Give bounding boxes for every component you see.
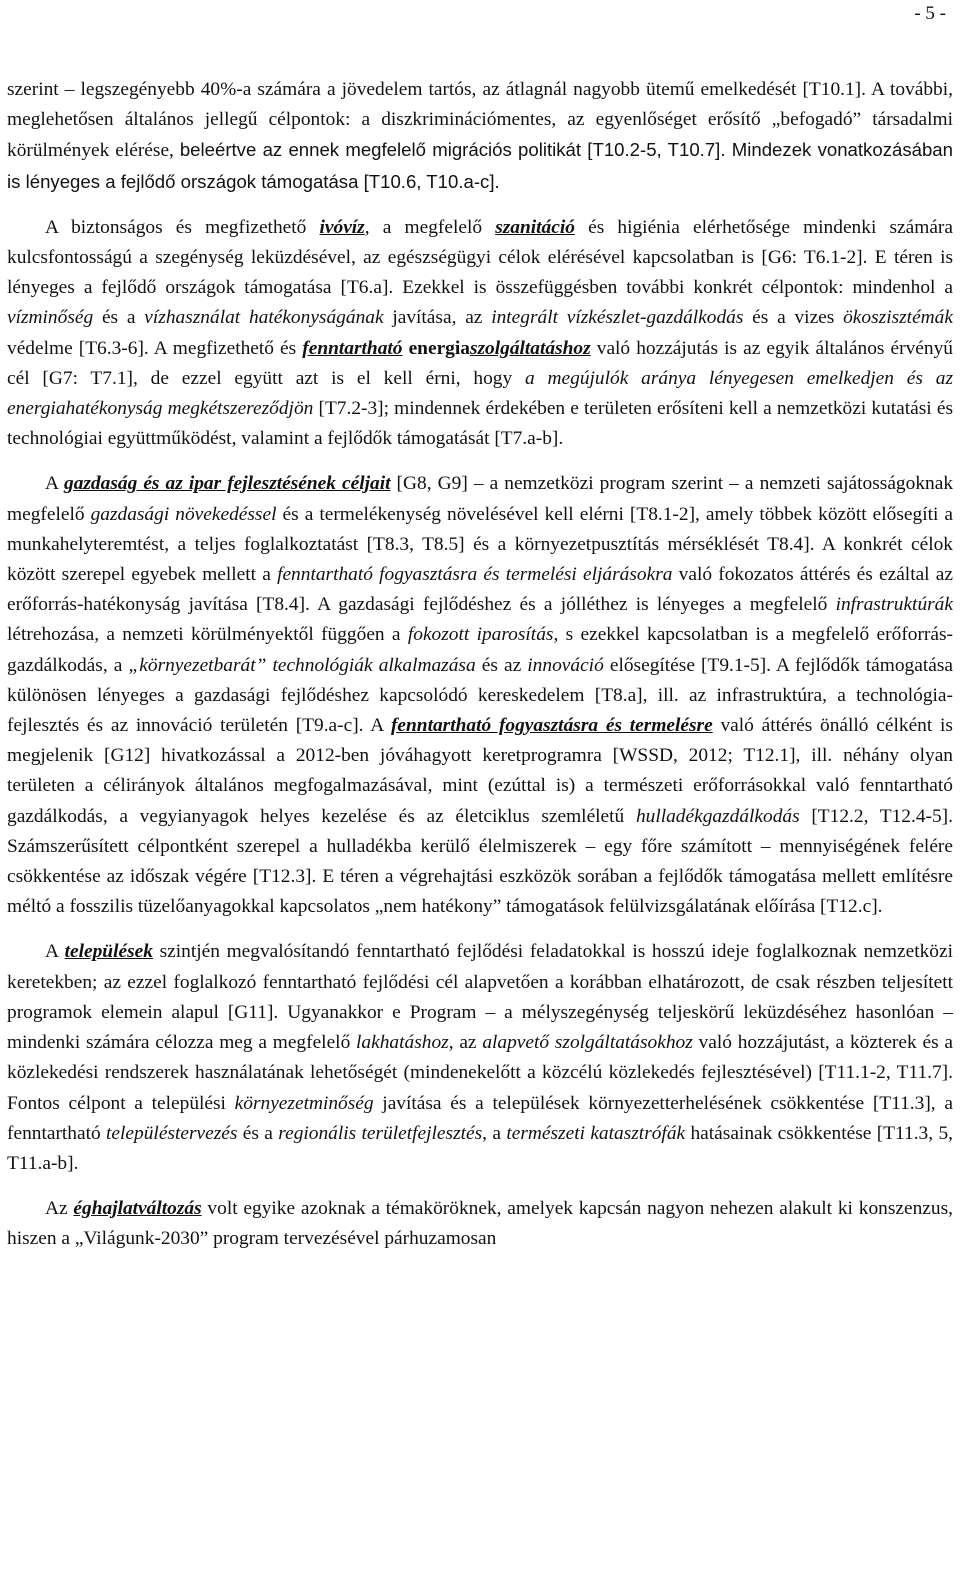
text-run: [T12.2, T12.4-5]. Számszerűsített célpontként szerepel a hulladékba kerülő élelmiszerek – egy főre számított – mennyiségének felére csökkentése az időszak végére [T12.3]. E téren a végrehajtási eszközök sorában a fejlődők támogatása mellett említésre méltó a fosszilis tüzelőanyagokkal kapcsolatos „nem hatékony” támogatások felülvizsgálatának előírása [T12.c]. — [7, 805, 953, 918]
text-run: [T7.2-3]; mindennek érdekében e területen erősíteni kell a nemzetközi kutatási és technológiai együttműködést, valamint a fejlődők támogatását [T7.a-b]. — [7, 398, 953, 450]
text-run: [G8, G9] – a nemzetközi program szerint – a nemzeti sajátosságoknak megfelelő — [7, 473, 954, 525]
text-run: védelme [T6.3-6]. A megfizethető és — [7, 337, 303, 359]
text-run: hatásainak csökkentése [T11.3, 5, T11.a-b]. — [7, 1122, 953, 1174]
text-run: való hozzájutás is az egyik általános érvényű cél [G7: T7.1], de ezzel együtt azt is el kell érni, hogy — [7, 337, 953, 389]
italic-term: innováció — [527, 654, 604, 676]
italic-term: integrált vízkészlet-gazdálkodás — [491, 307, 744, 329]
text-run: , a — [482, 1122, 507, 1144]
text-run: A — [45, 473, 64, 495]
emphasis-term: szanitáció — [495, 216, 575, 238]
text-run: és a — [237, 1122, 279, 1144]
text-run: , s ezekkel kapcsolatban is a megfelelő erőforrás-gazdálkodás, a — [7, 624, 953, 676]
text-run-sans: beleértve az ennek megfelelő migrációs politikát [T10.2-5, T10.7]. Mindezek vonatkozásában is lényeges a fejlődő országok támogatása [T10.6, T10.a-c]. — [7, 139, 953, 192]
text-run: szerint – legszegényebb 40%-a számára a jövedelem tartós, az átlagnál nagyobb ütemű emelkedését [T10.1]. A további, meglehetősen általános jellegű célpontok: a diszkriminációmentes, az egyenlőséget erősítő „befogadó” társadalmi körülmények elérése, — [7, 79, 953, 162]
text-run: , a megfelelő — [364, 216, 496, 238]
italic-term: alapvető szolgáltatásokhoz — [482, 1032, 693, 1054]
paragraph-economy-industry — [7, 469, 953, 922]
italic-term: regionális területfejlesztés — [278, 1122, 483, 1144]
paragraph-water-energy — [7, 213, 953, 455]
italic-term: ökoszisztémák — [843, 307, 953, 329]
emphasis-term: szolgáltatáshoz — [469, 337, 591, 359]
italic-term: gazdasági növekedéssel — [90, 503, 277, 525]
italic-term: fenntartható fogyasztásra és termelési eljárásokra — [277, 564, 673, 586]
italic-term: környezetminőség — [234, 1092, 374, 1114]
page-number: - 5 - — [914, 3, 946, 24]
italic-term: „környezetbarát” technológiák alkalmazása — [128, 654, 476, 676]
text-run: , az — [448, 1032, 483, 1054]
text-run: A — [45, 941, 65, 963]
emphasis-term: fenntartható — [302, 337, 403, 359]
italic-term: infrastruktúrák — [835, 594, 953, 616]
text-run: A biztonságos és megfizethető — [45, 216, 320, 238]
text-run: és a — [93, 307, 145, 329]
paragraph-climate-change — [7, 1194, 953, 1254]
italic-term: a megújulók aránya lényegesen emelkedjen és az energiahatékonyság megkétszereződjön — [7, 367, 953, 420]
emphasis-term: ivóvíz — [319, 216, 365, 238]
text-run: való hozzájutást, a közterek és a közlekedési rendszerek használatának lehetőségét (mindenekelőtt a közcélú közlekedés fejlesztésével) [T11.1-2, T11.7]. Fontos célpont a települési — [7, 1032, 953, 1114]
text-run: volt egyike azoknak a témaköröknek, amelyek kapcsán nagyon nehezen alakult ki konszenzus, hiszen a „Világunk-2030” program tervezésével párhuzamosan — [7, 1198, 953, 1250]
emphasis-term: éghajlatváltozás — [73, 1198, 202, 1220]
document-body — [7, 75, 953, 1270]
emphasis-term: gazdaság és az ipar fejlesztésének céljait — [64, 473, 391, 495]
text-run: és a termelékenység növelésével kell elérni [T8.1-2], amely többek között elősegíti a munkahelyteremtést, a teljes foglalkoztatást [T8.3, T8.5] és a környezetpusztítás mérséklését T8.4]. A konkrét célok között szerepel egyebek mellett a — [7, 503, 953, 586]
text-run: és az — [475, 654, 528, 676]
italic-term: fokozott iparosítás — [407, 624, 554, 646]
text-run: javítása, az — [383, 307, 492, 329]
emphasis-term: fenntartható fogyasztásra és termelésre — [390, 715, 713, 737]
italic-term: településtervezés — [106, 1122, 238, 1144]
italic-term: vízminőség — [7, 307, 94, 329]
paragraph-settlements — [7, 937, 953, 1179]
text-run: való fokozatos áttérés és ezáltal az erőforrás-hatékonyság javítása [T8.4]. A gazdasági fejlődéshez és a jólléthez is lényeges a megfelelő — [7, 564, 953, 616]
text-run: javítása és a települések környezetterhelésének csökkentése [T11.3], a fenntartható — [7, 1092, 953, 1144]
emphasis-term: települések — [64, 941, 153, 963]
paragraph-inequality — [7, 75, 953, 198]
text-run: szintjén megvalósítandó fenntartható fejlődési feladatokkal is hosszú ideje foglalkoznak nemzetközi keretekben; az ezzel foglalkozó fenntartható fejlődési cél alapvetően a korábban elhatározott, de csak részben teljesített programok elemein alapul [G11]. Ugyanakkor e Program – a mélyszegénység teljeskörű leküzdéséhez hasonlóan – mindenki számára célozza meg a megfelelő — [7, 941, 953, 1054]
italic-term: hulladékgazdálkodás — [635, 805, 800, 827]
bold-term: energia — [408, 337, 470, 359]
text-run: és a vizes — [743, 307, 844, 329]
text-run: való áttérés önálló célként is megjelenik [G12] hivatkozással a 2012-ben jóváhagyott keretprogramra [WSSD, 2012; T12.1], ill. néhány olyan területen a célirányok általános megfogalmazásával, mint (ezúttal is) a természeti erőforrásokkal való fenntartható gazdálkodás, a vegyianyagok helyes kezelése és az életciklus szemléletű — [7, 715, 953, 827]
italic-term: természeti katasztrófák — [506, 1122, 686, 1144]
text-run: elősegítése [T9.1-5]. A fejlődők támogatása különösen lényeges a gazdasági fejlődéshez kapcsolódó kereskedelem [T8.a], ill. az infrastruktúra, a technológia-fejlesztés és az innováció területén [T9.a-c]. A — [7, 654, 953, 737]
text-run: Az — [45, 1198, 74, 1220]
text-run: létrehozása, a nemzeti körülményektől függően a — [7, 624, 408, 646]
text-run: és higiénia elérhetősége mindenki számára kulcsfontosságú a szegénység leküzdésével, az egészségügyi célok elérésével kapcsolatban is [G6: T6.1-2]. E téren is lényeges a fejlődő országok támogatása [T6.a]. Ezekkel is összefüggésben további konkrét célpontok: mindenhol a — [7, 216, 953, 299]
italic-term: lakhatáshoz — [356, 1032, 449, 1054]
italic-term: vízhasználat hatékonyságának — [144, 307, 384, 329]
